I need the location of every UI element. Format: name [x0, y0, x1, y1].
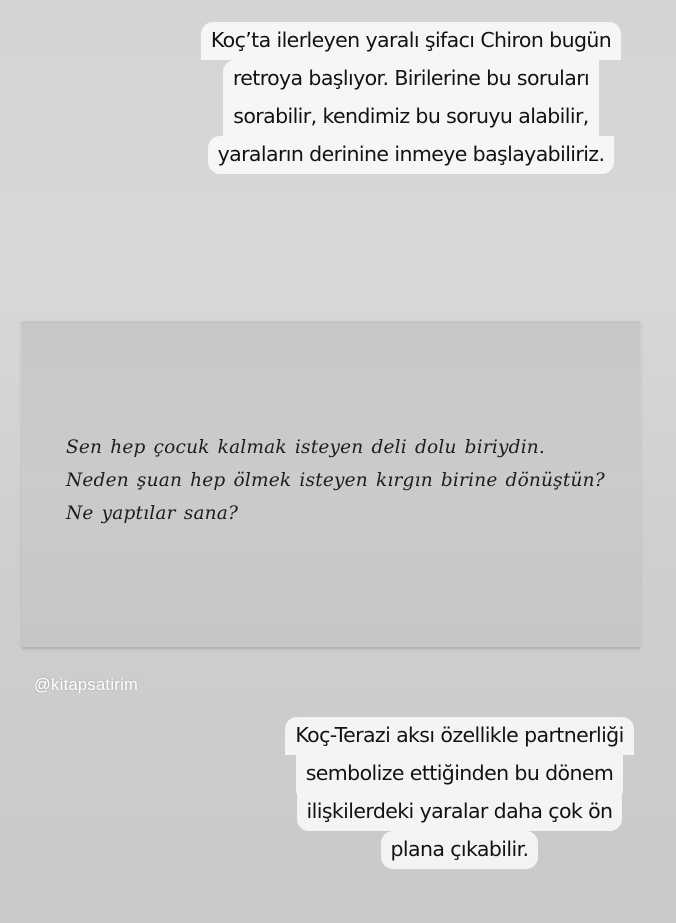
caption-line: retroya başlıyor. Birilerine bu soruları: [223, 60, 599, 98]
book-excerpt: [66, 431, 605, 530]
book-line: Ne yaptılar sana?: [66, 503, 239, 524]
caption-line: sorabilir, kendimiz bu soruyu alabilir,: [223, 98, 598, 136]
bottom-caption-text[interactable]: [262, 717, 657, 869]
top-caption-text[interactable]: [167, 22, 655, 174]
caption-line: ilişkilerdeki yaralar daha çok ön: [297, 793, 623, 831]
caption-line: Koç’ta ilerleyen yaralı şifacı Chiron bugün: [201, 22, 621, 60]
mention-sticker[interactable]: @kitapsatirim: [34, 676, 139, 694]
book-line: Sen hep çocuk kalmak isteyen deli dolu biriydin.: [66, 437, 545, 458]
book-line: Neden şuan hep ölmek isteyen kırgın birine dönüştün?: [66, 470, 605, 491]
caption-line: yaraların derinine inmeye başlayabiliriz.: [208, 136, 615, 174]
caption-line: plana çıkabilir.: [381, 831, 539, 869]
caption-line: Koç-Terazi aksı özellikle partnerliği: [285, 717, 633, 755]
book-page-photo: [22, 322, 640, 649]
caption-line: sembolize ettiğinden bu dönem: [296, 755, 624, 793]
